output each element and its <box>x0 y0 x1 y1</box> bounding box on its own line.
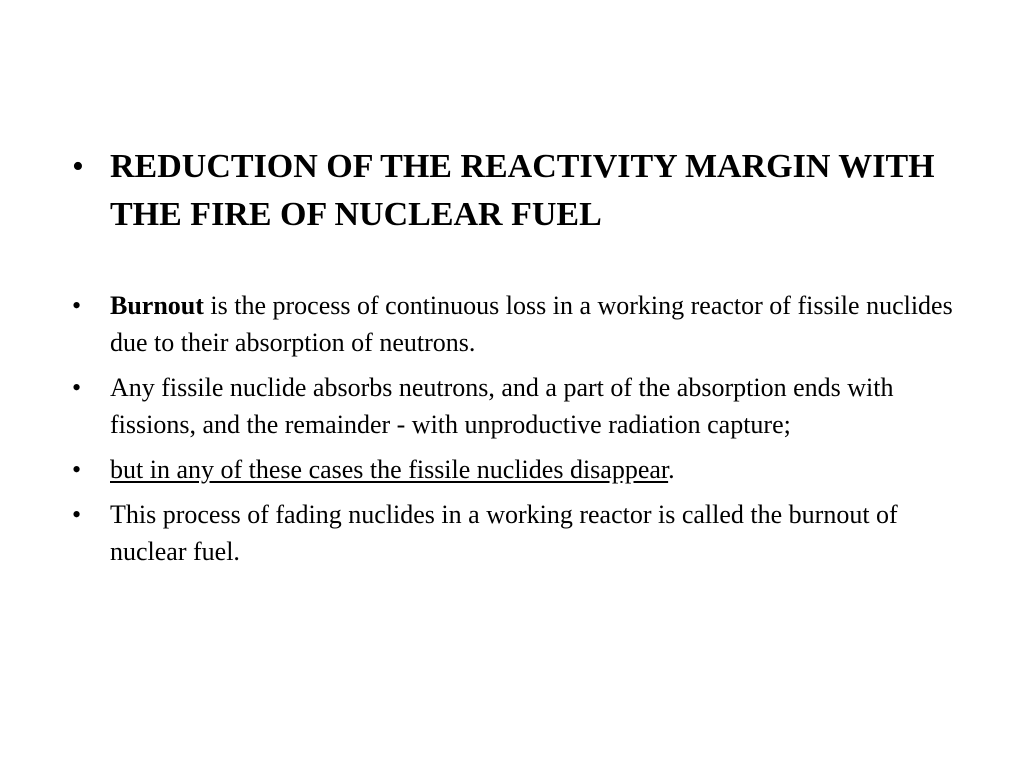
heading-text: REDUCTION OF THE REACTIVITY MARGIN WITH THE FIRE OF NUCLEAR FUEL <box>110 148 935 233</box>
definition-text: is the process of continuous loss in a working reactor of fissile nuclides due to their absorption of neutrons. <box>110 291 953 357</box>
bullet-mark: • <box>72 291 82 320</box>
bullet-text: Any fissile nuclide absorbs neutrons, and a part of the absorption ends with fissions, and the remainder - with unproductive radiation capture; <box>110 373 894 439</box>
bullet-mark: • <box>72 373 82 402</box>
bullet-text <box>110 451 960 488</box>
bullet-list <box>72 287 972 578</box>
trailing-period: . <box>668 455 675 484</box>
heading-bullet: • <box>72 148 84 185</box>
bullet-text: This process of fading nuclides in a working reactor is called the burnout of nuclear fuel. <box>110 500 898 566</box>
list-item-burnout-summary <box>72 496 972 570</box>
underlined-text: but in any of these cases the fissile nuclides disappear <box>110 455 669 484</box>
bullet-text <box>110 287 960 361</box>
list-item-disappear <box>72 451 972 488</box>
slide-heading <box>72 143 972 239</box>
bold-term-burnout: Burnout <box>110 291 204 320</box>
bullet-mark: • <box>72 500 82 529</box>
list-item-burnout-definition <box>72 287 972 361</box>
bullet-mark: • <box>72 455 82 484</box>
list-item-absorption <box>72 369 972 443</box>
